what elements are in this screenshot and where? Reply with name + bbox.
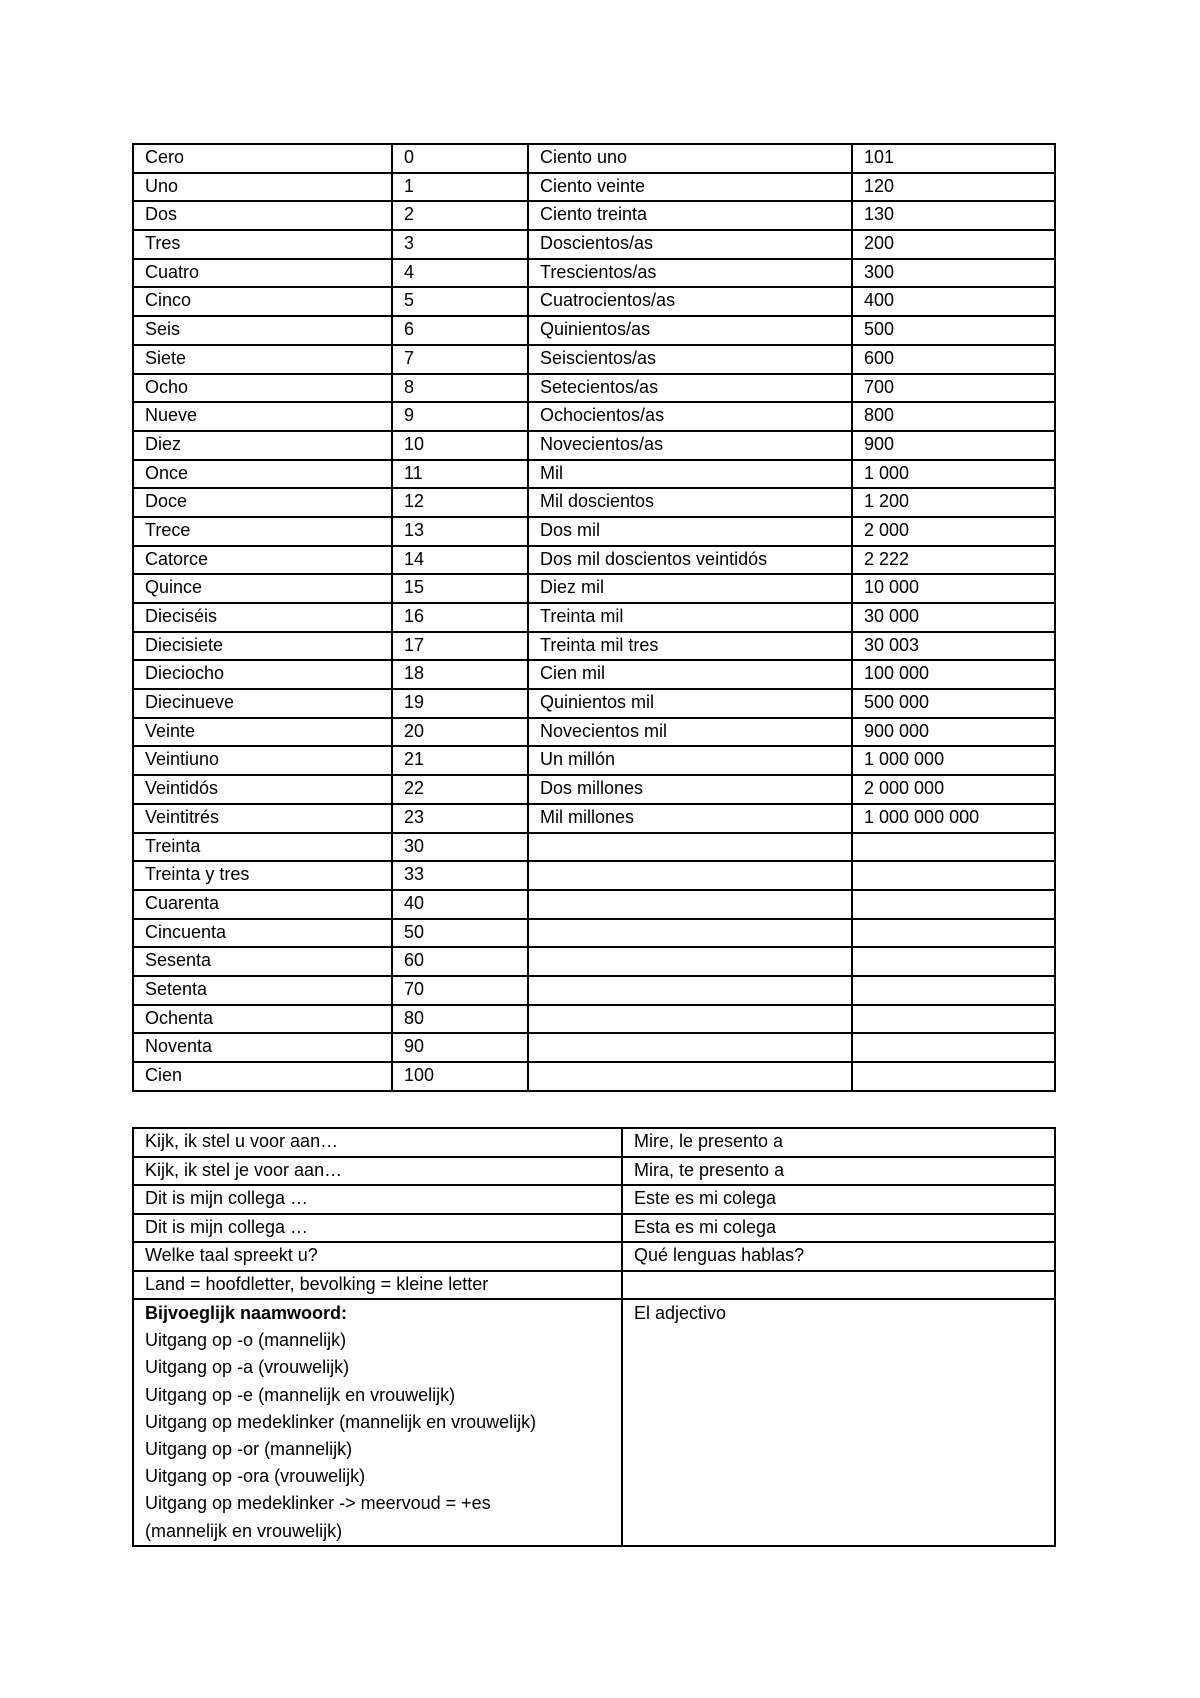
spanish-word-cell: Veinte: [133, 718, 392, 747]
numbers-row: [133, 689, 1055, 718]
numbers-row: [133, 804, 1055, 833]
spanish-word-cell: Treinta: [133, 833, 392, 862]
spanish-word-cell: Quinientos/as: [528, 316, 852, 345]
adjective-row: [133, 1299, 1055, 1546]
number-cell: [852, 861, 1055, 890]
spanish-word-cell: [528, 1033, 852, 1062]
number-cell: 60: [392, 947, 528, 976]
spanish-phrase-cell: Este es mi colega: [622, 1185, 1055, 1214]
spanish-word-cell: Catorce: [133, 546, 392, 575]
number-cell: 4: [392, 259, 528, 288]
number-cell: 20: [392, 718, 528, 747]
phrase-row: [133, 1242, 1055, 1271]
spanish-word-cell: Doce: [133, 488, 392, 517]
number-cell: 2 000 000: [852, 775, 1055, 804]
number-cell: 50: [392, 919, 528, 948]
number-cell: 0: [392, 144, 528, 173]
numbers-row: [133, 517, 1055, 546]
numbers-row: [133, 1005, 1055, 1034]
spanish-word-cell: Siete: [133, 345, 392, 374]
numbers-row: [133, 402, 1055, 431]
numbers-row: [133, 201, 1055, 230]
number-cell: 500 000: [852, 689, 1055, 718]
adjective-rules-cell: [133, 1299, 622, 1546]
number-cell: 900: [852, 431, 1055, 460]
number-cell: 101: [852, 144, 1055, 173]
spanish-word-cell: Cero: [133, 144, 392, 173]
number-cell: [852, 1033, 1055, 1062]
number-cell: 22: [392, 775, 528, 804]
phrase-row: [133, 1157, 1055, 1186]
spanish-word-cell: Diez mil: [528, 574, 852, 603]
number-cell: [852, 1062, 1055, 1091]
numbers-row: [133, 374, 1055, 403]
number-cell: 700: [852, 374, 1055, 403]
spanish-word-cell: Treinta y tres: [133, 861, 392, 890]
numbers-row: [133, 460, 1055, 489]
number-cell: 90: [392, 1033, 528, 1062]
number-cell: 21: [392, 746, 528, 775]
number-cell: 100 000: [852, 660, 1055, 689]
number-cell: [852, 976, 1055, 1005]
number-cell: 100: [392, 1062, 528, 1091]
spanish-word-cell: Novecientos/as: [528, 431, 852, 460]
numbers-row: [133, 861, 1055, 890]
spanish-word-cell: Dos millones: [528, 775, 852, 804]
spanish-word-cell: [528, 833, 852, 862]
number-cell: 17: [392, 632, 528, 661]
spanish-word-cell: Cuarenta: [133, 890, 392, 919]
number-cell: 9: [392, 402, 528, 431]
spanish-word-cell: Treinta mil tres: [528, 632, 852, 661]
number-cell: [852, 890, 1055, 919]
spanish-word-cell: Ciento uno: [528, 144, 852, 173]
numbers-row: [133, 431, 1055, 460]
number-cell: [852, 947, 1055, 976]
number-cell: 3: [392, 230, 528, 259]
spanish-word-cell: Novecientos mil: [528, 718, 852, 747]
adjective-line: Uitgang op -e (mannelijk en vrouwelijk): [145, 1384, 456, 1405]
number-cell: [852, 919, 1055, 948]
number-cell: 30 003: [852, 632, 1055, 661]
numbers-row: [133, 919, 1055, 948]
spanish-word-cell: Un millón: [528, 746, 852, 775]
number-cell: 14: [392, 546, 528, 575]
number-cell: 18: [392, 660, 528, 689]
spanish-word-cell: Doscientos/as: [528, 230, 852, 259]
number-cell: 80: [392, 1005, 528, 1034]
spanish-word-cell: Dos: [133, 201, 392, 230]
numbers-row: [133, 230, 1055, 259]
phrases-table-body: [133, 1128, 1055, 1299]
dutch-phrase-cell: Kijk, ik stel u voor aan…: [133, 1128, 622, 1157]
number-cell: 2 000: [852, 517, 1055, 546]
spanish-word-cell: Quince: [133, 574, 392, 603]
spanish-word-cell: Veintidós: [133, 775, 392, 804]
spanish-word-cell: Nueve: [133, 402, 392, 431]
numbers-row: [133, 947, 1055, 976]
spanish-word-cell: Ciento veinte: [528, 173, 852, 202]
numbers-row: [133, 287, 1055, 316]
spanish-word-cell: [528, 947, 852, 976]
number-cell: 12: [392, 488, 528, 517]
numbers-row: [133, 632, 1055, 661]
spanish-word-cell: Treinta mil: [528, 603, 852, 632]
spanish-word-cell: [528, 890, 852, 919]
spanish-word-cell: Diez: [133, 431, 392, 460]
numbers-row: [133, 603, 1055, 632]
spanish-word-cell: Mil millones: [528, 804, 852, 833]
number-cell: 70: [392, 976, 528, 1005]
number-cell: 600: [852, 345, 1055, 374]
number-cell: 2 222: [852, 546, 1055, 575]
spanish-word-cell: Ochenta: [133, 1005, 392, 1034]
spanish-word-cell: Cincuenta: [133, 919, 392, 948]
adjective-line: Uitgang op medeklinker -> meervoud = +es: [145, 1493, 491, 1514]
adjective-heading: Bijvoeglijk naamwoord:: [145, 1303, 348, 1323]
number-cell: 1: [392, 173, 528, 202]
dutch-phrase-cell: Dit is mijn collega …: [133, 1214, 622, 1243]
adjective-line: Uitgang op medeklinker (mannelijk en vrouwelijk): [145, 1411, 537, 1432]
adjective-line: Uitgang op -or (mannelijk): [145, 1439, 353, 1460]
spanish-word-cell: [528, 1062, 852, 1091]
number-cell: 23: [392, 804, 528, 833]
number-cell: 16: [392, 603, 528, 632]
spanish-word-cell: Diecisiete: [133, 632, 392, 661]
number-cell: 500: [852, 316, 1055, 345]
number-cell: [852, 833, 1055, 862]
numbers-row: [133, 345, 1055, 374]
numbers-row: [133, 488, 1055, 517]
number-cell: 13: [392, 517, 528, 546]
spanish-word-cell: [528, 919, 852, 948]
numbers-row: [133, 144, 1055, 173]
number-cell: 130: [852, 201, 1055, 230]
spanish-word-cell: Ciento treinta: [528, 201, 852, 230]
spanish-word-cell: Cinco: [133, 287, 392, 316]
spanish-word-cell: Trece: [133, 517, 392, 546]
dutch-phrase-cell: Land = hoofdletter, bevolking = kleine letter: [133, 1271, 622, 1300]
spanish-word-cell: Quinientos mil: [528, 689, 852, 718]
number-cell: 19: [392, 689, 528, 718]
spanish-word-cell: Cien mil: [528, 660, 852, 689]
spanish-word-cell: Dieciséis: [133, 603, 392, 632]
spanish-word-cell: Uno: [133, 173, 392, 202]
spanish-word-cell: Noventa: [133, 1033, 392, 1062]
number-cell: 800: [852, 402, 1055, 431]
number-cell: 200: [852, 230, 1055, 259]
phrase-row: [133, 1214, 1055, 1243]
numbers-row: [133, 746, 1055, 775]
spanish-phrase-cell: [622, 1271, 1055, 1300]
spanish-word-cell: Setecientos/as: [528, 374, 852, 403]
number-cell: 7: [392, 345, 528, 374]
number-cell: [852, 1005, 1055, 1034]
spanish-word-cell: Dos mil: [528, 517, 852, 546]
number-cell: 40: [392, 890, 528, 919]
spanish-word-cell: Ocho: [133, 374, 392, 403]
numbers-row: [133, 718, 1055, 747]
number-cell: 33: [392, 861, 528, 890]
number-cell: 6: [392, 316, 528, 345]
spanish-word-cell: Cien: [133, 1062, 392, 1091]
number-cell: 400: [852, 287, 1055, 316]
spanish-numbers-table: [132, 143, 1056, 1092]
numbers-row: [133, 775, 1055, 804]
spanish-word-cell: Seiscientos/as: [528, 345, 852, 374]
spanish-word-cell: Cuatro: [133, 259, 392, 288]
spanish-word-cell: Mil: [528, 460, 852, 489]
dutch-phrase-cell: Welke taal spreekt u?: [133, 1242, 622, 1271]
spanish-word-cell: Cuatrocientos/as: [528, 287, 852, 316]
numbers-row: [133, 259, 1055, 288]
numbers-row: [133, 660, 1055, 689]
numbers-row: [133, 546, 1055, 575]
spanish-word-cell: Tres: [133, 230, 392, 259]
spanish-phrase-cell: Qué lenguas hablas?: [622, 1242, 1055, 1271]
number-cell: 30: [392, 833, 528, 862]
number-cell: 10 000: [852, 574, 1055, 603]
adjective-translation: El adjectivo: [634, 1303, 727, 1323]
phrase-row: [133, 1128, 1055, 1157]
numbers-row: [133, 890, 1055, 919]
spanish-word-cell: [528, 861, 852, 890]
spanish-phrase-cell: Esta es mi colega: [622, 1214, 1055, 1243]
phrase-row: [133, 1271, 1055, 1300]
number-cell: 15: [392, 574, 528, 603]
number-cell: 8: [392, 374, 528, 403]
adjective-line: Uitgang op -o (mannelijk): [145, 1330, 347, 1351]
numbers-table-body: [133, 144, 1055, 1091]
spanish-word-cell: Diecinueve: [133, 689, 392, 718]
spanish-word-cell: Seis: [133, 316, 392, 345]
number-cell: 1 000 000 000: [852, 804, 1055, 833]
numbers-row: [133, 833, 1055, 862]
spanish-word-cell: Mil doscientos: [528, 488, 852, 517]
spanish-word-cell: Dieciocho: [133, 660, 392, 689]
number-cell: 11: [392, 460, 528, 489]
spanish-word-cell: [528, 976, 852, 1005]
number-cell: 120: [852, 173, 1055, 202]
adjective-line: Uitgang op -a (vrouwelijk): [145, 1357, 350, 1378]
numbers-row: [133, 574, 1055, 603]
number-cell: 300: [852, 259, 1055, 288]
phrases-table: [132, 1127, 1056, 1547]
number-cell: 900 000: [852, 718, 1055, 747]
spanish-word-cell: Once: [133, 460, 392, 489]
numbers-row: [133, 316, 1055, 345]
spanish-word-cell: Sesenta: [133, 947, 392, 976]
dutch-phrase-cell: Kijk, ik stel je voor aan…: [133, 1157, 622, 1186]
numbers-row: [133, 976, 1055, 1005]
numbers-row: [133, 173, 1055, 202]
adjective-translation-cell: [622, 1299, 1055, 1546]
phrase-row: [133, 1185, 1055, 1214]
spanish-word-cell: Setenta: [133, 976, 392, 1005]
dutch-phrase-cell: Dit is mijn collega …: [133, 1185, 622, 1214]
spanish-word-cell: Veintitrés: [133, 804, 392, 833]
number-cell: 10: [392, 431, 528, 460]
adjective-line: (mannelijk en vrouwelijk): [145, 1520, 343, 1541]
number-cell: 1 000: [852, 460, 1055, 489]
spanish-word-cell: Ochocientos/as: [528, 402, 852, 431]
spanish-word-cell: Trescientos/as: [528, 259, 852, 288]
numbers-row: [133, 1033, 1055, 1062]
spanish-word-cell: Veintiuno: [133, 746, 392, 775]
number-cell: 1 000 000: [852, 746, 1055, 775]
spanish-word-cell: [528, 1005, 852, 1034]
number-cell: 30 000: [852, 603, 1055, 632]
number-cell: 2: [392, 201, 528, 230]
spanish-phrase-cell: Mire, le presento a: [622, 1128, 1055, 1157]
numbers-row: [133, 1062, 1055, 1091]
number-cell: 5: [392, 287, 528, 316]
adjective-line: Uitgang op -ora (vrouwelijk): [145, 1466, 366, 1487]
spanish-phrase-cell: Mira, te presento a: [622, 1157, 1055, 1186]
spanish-word-cell: Dos mil doscientos veintidós: [528, 546, 852, 575]
number-cell: 1 200: [852, 488, 1055, 517]
